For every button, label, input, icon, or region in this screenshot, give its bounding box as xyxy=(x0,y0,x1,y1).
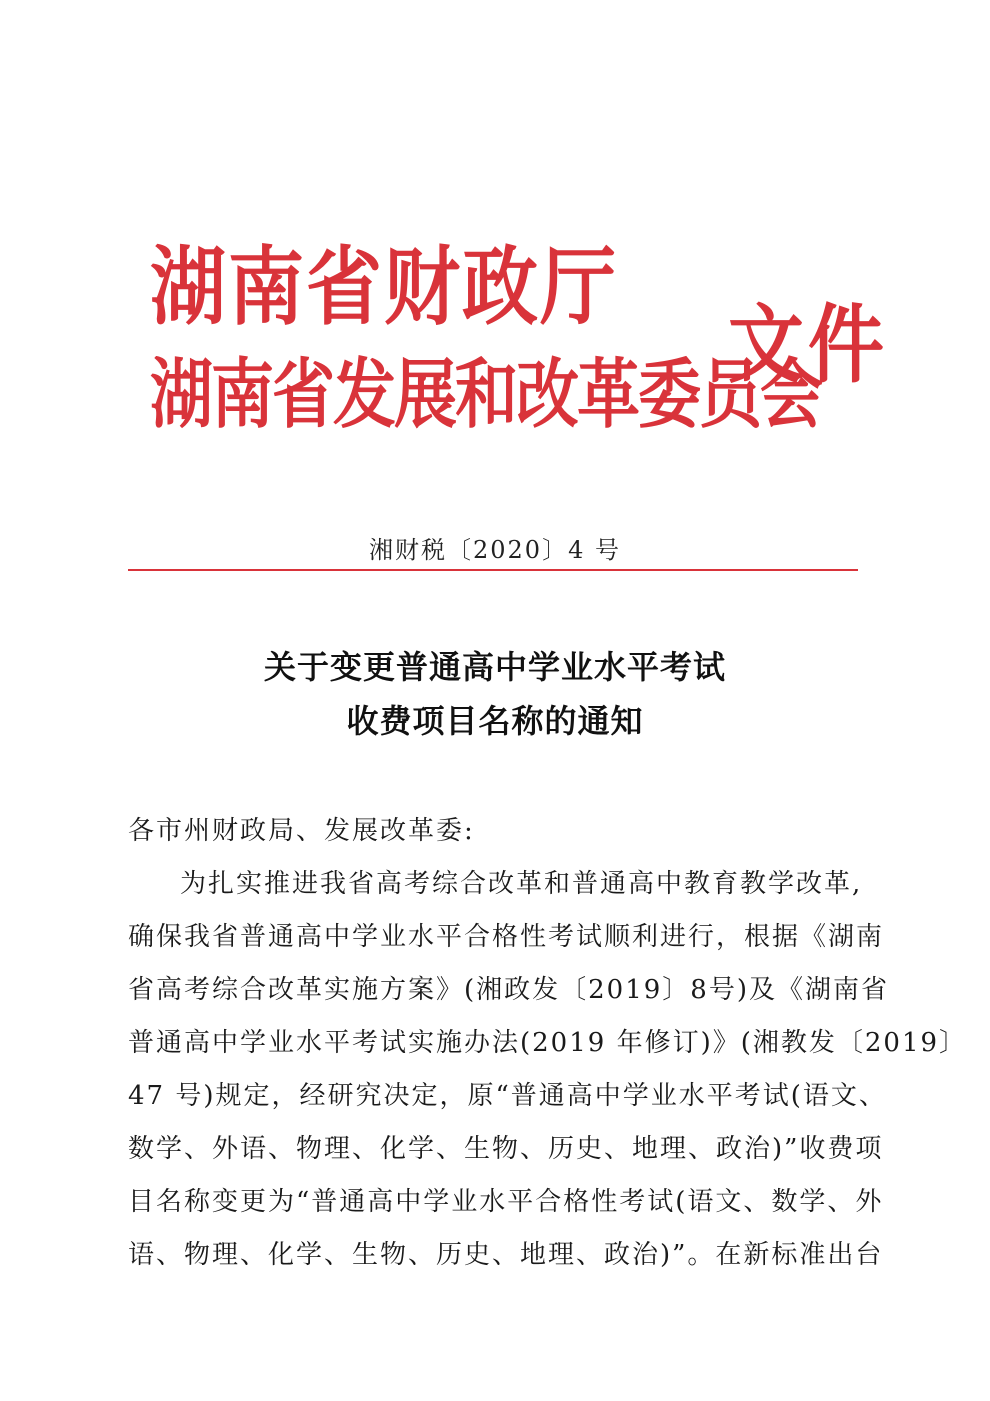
body-line: 普通高中学业水平考试实施办法(2019 年修订)》(湘教发〔2019〕 xyxy=(128,1028,968,1058)
body-line: 数学、外语、物理、化学、生物、历史、地理、政治)”收费项 xyxy=(128,1134,884,1164)
masthead-issuer-finance: 湖南省财政厅 xyxy=(150,237,618,337)
document-title-line-2: 收费项目名称的通知 xyxy=(346,702,644,740)
body-line: 省高考综合改革实施方案》(湘政发〔2019〕8号)及《湖南省 xyxy=(128,975,889,1005)
body-line: 目名称变更为“普通高中学业水平合格性考试(语文、数学、外 xyxy=(128,1187,884,1217)
red-masthead xyxy=(150,237,890,460)
salutation: 各市州财政局、发展改革委: xyxy=(128,816,475,846)
masthead-document-label: 文件 xyxy=(728,295,888,395)
masthead-issuer-development: 湖南省发展和改革委员会 xyxy=(150,351,821,439)
body-line: 确保我省普通高中学业水平合格性考试顺利进行，根据《湖南 xyxy=(128,922,885,952)
body-line: 47 号)规定，经研究决定，原“普通高中学业水平考试(语文、 xyxy=(128,1081,887,1111)
red-divider-line xyxy=(128,569,858,571)
body-line: 为扎实推进我省高考综合改革和普通高中教育教学改革, xyxy=(180,869,863,899)
document-number: 湘财税〔2020〕4 号 xyxy=(369,536,621,564)
document-body xyxy=(128,805,968,1282)
body-line: 语、物理、化学、生物、历史、地理、政治)”。在新标准出台 xyxy=(128,1240,884,1270)
document-title-line-1: 关于变更普通高中学业水平考试 xyxy=(263,648,726,686)
